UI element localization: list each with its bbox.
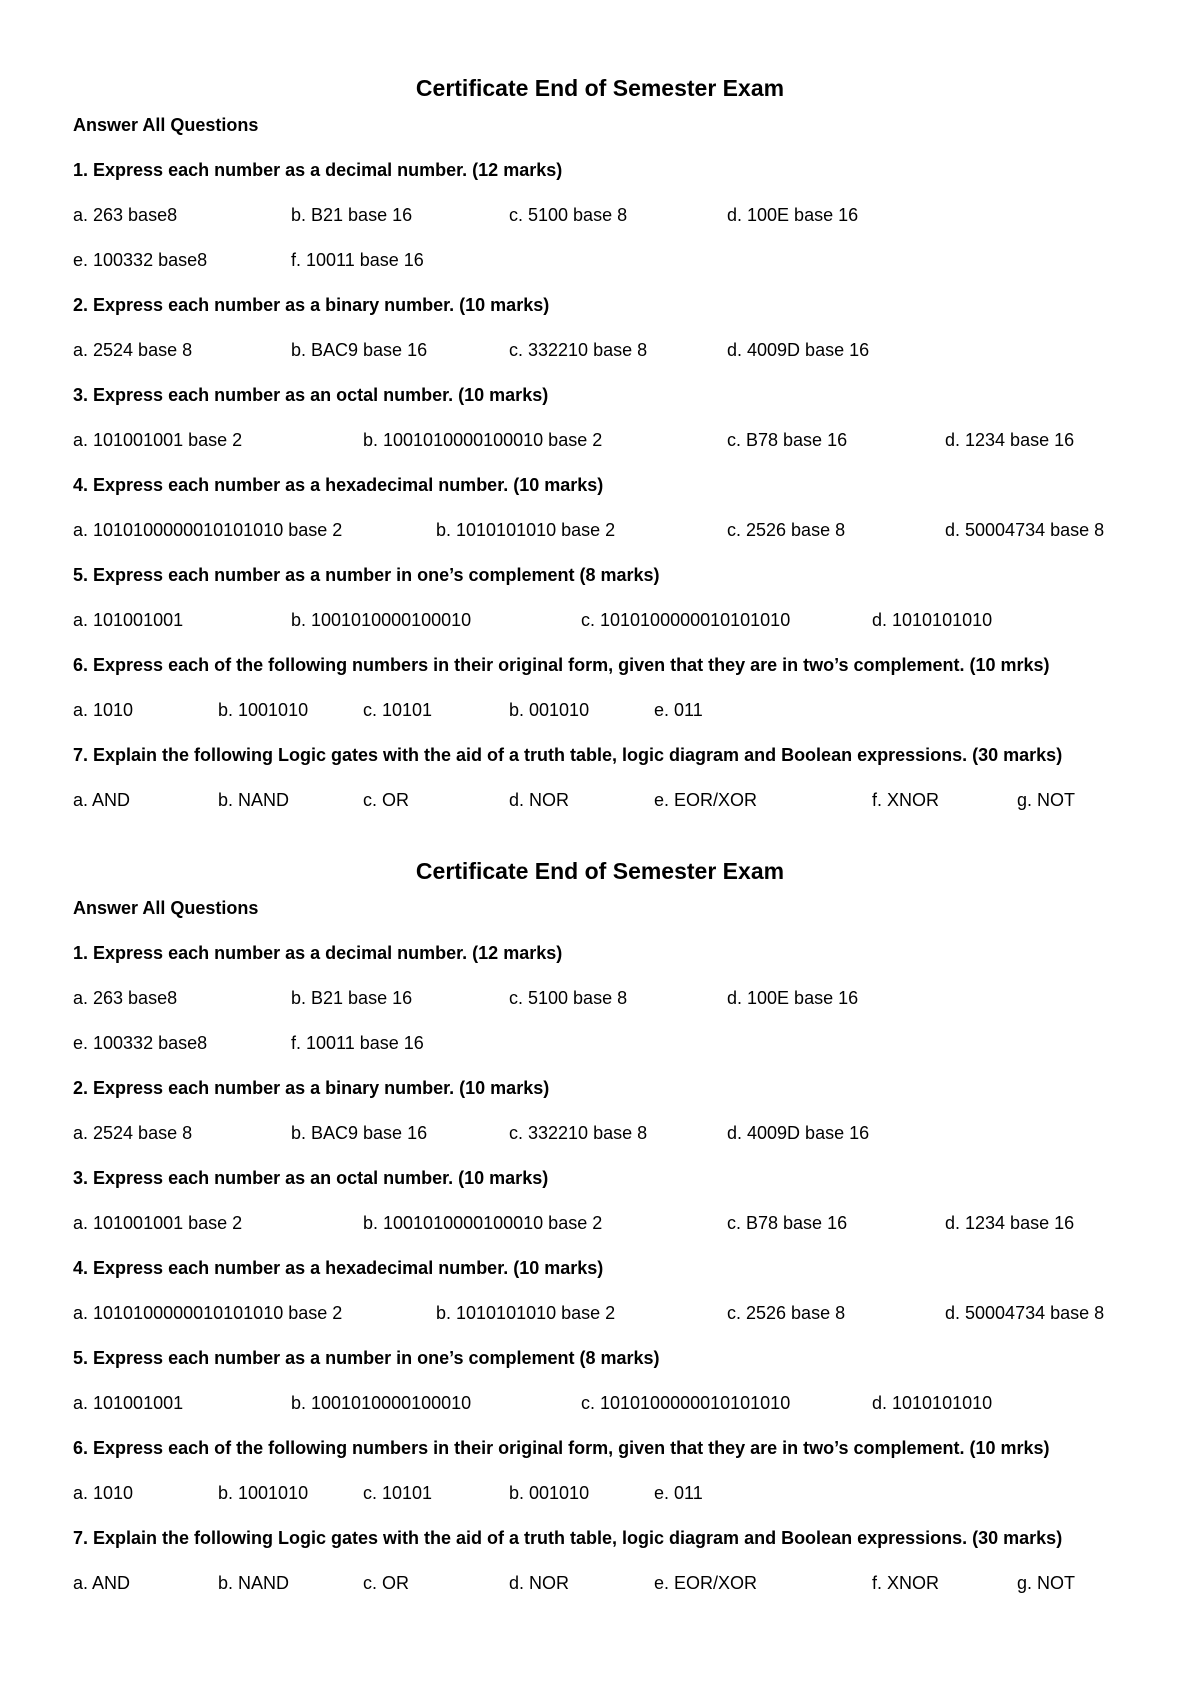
answer-option: c. B78 base 16 <box>727 1213 848 1233</box>
answer-option: a. 2524 base 8 <box>73 1123 193 1143</box>
answer-option: b. 1001010000100010 <box>291 1393 472 1413</box>
answer-option: a. 1010 <box>73 1483 134 1503</box>
answer-option: c. 5100 base 8 <box>509 988 628 1008</box>
answer-option: c. 332210 base 8 <box>509 1123 648 1143</box>
answer-options-row <box>73 1572 1160 1594</box>
answer-option: b. 1001010 <box>218 1483 309 1503</box>
exam-instruction: Answer All Questions <box>73 115 259 135</box>
answer-options-row <box>73 987 1160 1009</box>
answer-option: a. 263 base8 <box>73 205 178 225</box>
answer-option: d. 4009D base 16 <box>727 340 870 360</box>
answer-option: e. 100332 base8 <box>73 250 208 270</box>
question-heading: 3. Express each number as an octal number. (10 marks) <box>73 1168 549 1188</box>
question-heading: 5. Express each number as a number in one’s complement (8 marks) <box>73 1348 660 1368</box>
answer-option: d. 4009D base 16 <box>727 1123 870 1143</box>
answer-option: d. 100E base 16 <box>727 988 859 1008</box>
question-heading: 1. Express each number as a decimal number. (12 marks) <box>73 160 563 180</box>
answer-option: c. 10101 <box>363 1483 433 1503</box>
answer-options-row <box>73 339 1160 361</box>
answer-option: e. 011 <box>654 1483 703 1503</box>
answer-option: a. 101001001 base 2 <box>73 430 243 450</box>
answer-option: c. 2526 base 8 <box>727 1303 846 1323</box>
answer-option: b. BAC9 base 16 <box>291 1123 428 1143</box>
answer-option: a. 1010100000010101010 base 2 <box>73 520 343 540</box>
question-heading: 4. Express each number as a hexadecimal number. (10 marks) <box>73 1258 604 1278</box>
answer-option: c. 332210 base 8 <box>509 340 648 360</box>
answer-option: f. 10011 base 16 <box>291 250 424 270</box>
answer-option: a. 1010100000010101010 base 2 <box>73 1303 343 1323</box>
answer-option: g. NOT <box>1017 790 1076 810</box>
answer-option: e. 011 <box>654 700 703 720</box>
answer-option: b. 1010101010 base 2 <box>436 520 616 540</box>
exam-block-1 <box>73 72 1160 834</box>
answer-option: d. 100E base 16 <box>727 205 859 225</box>
answer-option: a. 101001001 <box>73 610 184 630</box>
answer-options-row <box>73 1032 1160 1054</box>
answer-option: d. NOR <box>509 1573 570 1593</box>
answer-option: d. 1010101010 <box>872 1393 993 1413</box>
question-heading: 4. Express each number as a hexadecimal number. (10 marks) <box>73 475 604 495</box>
answer-option: c. OR <box>363 790 410 810</box>
answer-option: b. 1010101010 base 2 <box>436 1303 616 1323</box>
answer-option: d. NOR <box>509 790 570 810</box>
answer-option: b. 1001010 <box>218 700 309 720</box>
answer-options-row <box>73 1212 1160 1234</box>
answer-option: b. 001010 <box>509 700 590 720</box>
answer-option: c. OR <box>363 1573 410 1593</box>
answer-option: b. NAND <box>218 790 290 810</box>
answer-option: b. 1001010000100010 base 2 <box>363 430 603 450</box>
question-heading: 5. Express each number as a number in one’s complement (8 marks) <box>73 565 660 585</box>
question-heading: 2. Express each number as a binary number. (10 marks) <box>73 295 550 315</box>
answer-options-row <box>73 1122 1160 1144</box>
answer-options-row <box>73 789 1160 811</box>
answer-option: a. 1010 <box>73 700 134 720</box>
answer-option: d. 1234 base 16 <box>945 1213 1075 1233</box>
answer-option: b. B21 base 16 <box>291 205 413 225</box>
answer-option: d. 1010101010 <box>872 610 993 630</box>
exam-title: Certificate End of Semester Exam <box>415 858 785 884</box>
answer-option: d. 50004734 base 8 <box>945 520 1105 540</box>
answer-options-row <box>73 519 1160 541</box>
answer-option: a. 101001001 <box>73 1393 184 1413</box>
answer-options-row <box>73 1302 1160 1324</box>
answer-option: b. NAND <box>218 1573 290 1593</box>
answer-option: b. 001010 <box>509 1483 590 1503</box>
answer-option: g. NOT <box>1017 1573 1076 1593</box>
answer-option: b. B21 base 16 <box>291 988 413 1008</box>
answer-option: c. 1010100000010101010 <box>581 1393 791 1413</box>
answer-options-row <box>73 699 1160 721</box>
answer-option: b. 1001010000100010 <box>291 610 472 630</box>
answer-option: e. EOR/XOR <box>654 1573 758 1593</box>
answer-options-row <box>73 1482 1160 1504</box>
question-heading: 7. Explain the following Logic gates with the aid of a truth table, logic diagram and Boolean expressions. (30 marks) <box>73 745 1063 765</box>
answer-option: c. B78 base 16 <box>727 430 848 450</box>
answer-options-row <box>73 1392 1160 1414</box>
answer-option: d. 1234 base 16 <box>945 430 1075 450</box>
answer-option: c. 5100 base 8 <box>509 205 628 225</box>
answer-option: c. 1010100000010101010 <box>581 610 791 630</box>
answer-option: a. 263 base8 <box>73 988 178 1008</box>
question-heading: 2. Express each number as a binary number. (10 marks) <box>73 1078 550 1098</box>
answer-option: b. BAC9 base 16 <box>291 340 428 360</box>
answer-options-row <box>73 204 1160 226</box>
answer-option: d. 50004734 base 8 <box>945 1303 1105 1323</box>
answer-option: a. AND <box>73 1573 131 1593</box>
answer-option: e. 100332 base8 <box>73 1033 208 1053</box>
answer-options-row <box>73 249 1160 271</box>
answer-option: a. 2524 base 8 <box>73 340 193 360</box>
answer-option: a. AND <box>73 790 131 810</box>
question-heading: 7. Explain the following Logic gates with the aid of a truth table, logic diagram and Boolean expressions. (30 marks) <box>73 1528 1063 1548</box>
question-heading: 6. Express each of the following numbers in their original form, given that they are in two’s complement. (10 mrks) <box>73 1438 1050 1458</box>
exam-block-2 <box>73 855 1160 1617</box>
exam-title: Certificate End of Semester Exam <box>415 75 785 101</box>
answer-option: c. 2526 base 8 <box>727 520 846 540</box>
answer-option: f. XNOR <box>872 1573 940 1593</box>
answer-option: a. 101001001 base 2 <box>73 1213 243 1233</box>
question-heading: 1. Express each number as a decimal number. (12 marks) <box>73 943 563 963</box>
question-heading: 3. Express each number as an octal number. (10 marks) <box>73 385 549 405</box>
exam-instruction: Answer All Questions <box>73 898 259 918</box>
answer-option: c. 10101 <box>363 700 433 720</box>
answer-option: e. EOR/XOR <box>654 790 758 810</box>
question-heading: 6. Express each of the following numbers in their original form, given that they are in two’s complement. (10 mrks) <box>73 655 1050 675</box>
answer-option: f. XNOR <box>872 790 940 810</box>
answer-option: f. 10011 base 16 <box>291 1033 424 1053</box>
answer-options-row <box>73 429 1160 451</box>
answer-option: b. 1001010000100010 base 2 <box>363 1213 603 1233</box>
answer-options-row <box>73 609 1160 631</box>
